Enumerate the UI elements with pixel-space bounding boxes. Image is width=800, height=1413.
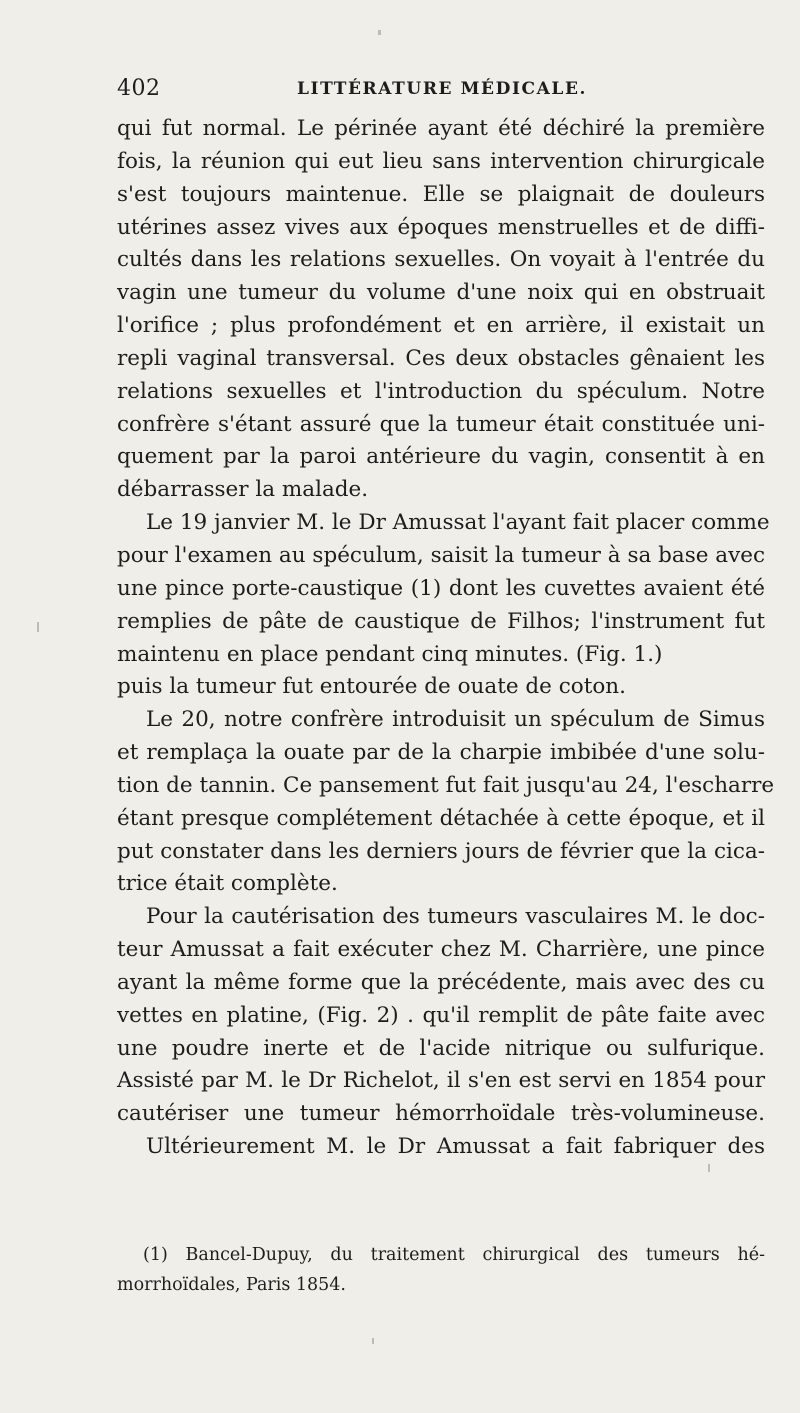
text-line: vagin une tumeur du volume d'une noix qui en obstruait: [117, 280, 765, 306]
text-line: cautériser une tumeur hémorrhoïdale très-volumineuse.: [117, 1101, 765, 1127]
text-line: qui fut normal. Le périnée ayant été déchiré la première: [117, 116, 765, 141]
text-line: teur Amussat a fait exécuter chez M. Charrière, une pince: [117, 937, 765, 963]
margin-speck: [372, 1338, 374, 1344]
text-line: pour l'examen au spéculum, saisit la tumeur à sa base avec: [117, 542, 766, 568]
margin-speck: [708, 1164, 710, 1172]
footnote-line: (1) Bancel-Dupuy, du traitement chirurgical des tumeurs hé-: [143, 1245, 765, 1265]
text-line: Le 19 janvier M. le Dr Amussat l'ayant fait placer comme: [146, 510, 770, 536]
text-line: une poudre inerte et de l'acide nitrique ou sulfurique.: [117, 1035, 765, 1061]
footnote: [117, 1240, 765, 1300]
text-line: relations sexuelles et l'introduction du spéculum. Notre: [117, 378, 765, 404]
text-line: puis la tumeur fut entourée de ouate de coton.: [117, 674, 626, 700]
footnote-line: morrhoïdales, Paris 1854.: [117, 1275, 346, 1295]
page-number: 402: [117, 76, 161, 101]
text-line: débarrasser la malade.: [117, 477, 369, 503]
text-line: fois, la réunion qui eut lieu sans intervention chirurgicale: [117, 148, 765, 174]
text-line: repli vaginal transversal. Ces deux obstacles gênaient les: [117, 345, 765, 371]
text-line: cultés dans les relations sexuelles. On voyait à l'entrée du: [117, 247, 765, 273]
text-line: quement par la paroi antérieure du vagin, consentit à en: [117, 444, 765, 470]
running-title: LITTÉRATURE MÉDICALE.: [297, 79, 588, 99]
text-line: Ultérieurement M. le Dr Amussat a fait fabriquer des: [146, 1134, 765, 1160]
text-line: l'orifice ; plus profondément et en arrière, il existait un: [117, 313, 765, 339]
text-line: une pince porte-caustique (1) dont les cuvettes avaient été: [117, 575, 765, 601]
text-line: étant presque complétement détachée à cette époque, et il: [117, 805, 765, 831]
margin-speck: [37, 622, 39, 632]
text-line: ayant la même forme que la précédente, mais avec des cu: [117, 969, 765, 995]
text-line: remplies de pâte de caustique de Filhos; l'instrument fut: [117, 608, 765, 634]
text-line: tion de tannin. Ce pansement fut fait jusqu'au 24, l'escharre: [117, 772, 775, 798]
text-line: trice était complète.: [117, 871, 338, 897]
text-line: Pour la cautérisation des tumeurs vasculaires M. le doc-: [146, 904, 765, 930]
body-text: [117, 113, 775, 1164]
text-line: s'est toujours maintenue. Elle se plaignait de douleurs: [117, 181, 765, 207]
text-line: et remplaça la ouate par de la charpie imbibée d'une solu-: [117, 740, 765, 766]
text-line: maintenu en place pendant cinq minutes. (Fig. 1.): [117, 641, 663, 667]
text-line: utérines assez vives aux époques menstruelles et de diffi-: [117, 214, 765, 240]
text-line: vettes en platine, (Fig. 2) . qu'il remplit de pâte faite avec: [117, 1002, 765, 1028]
page-header: [117, 76, 767, 106]
text-line: confrère s'étant assuré que la tumeur était constituée uni-: [117, 411, 765, 437]
margin-speck: [378, 30, 381, 35]
text-line: Le 20, notre confrère introduisit un spéculum de Simus: [146, 707, 765, 733]
text-line: put constater dans les derniers jours de février que la cica-: [117, 838, 765, 864]
text-line: Assisté par M. le Dr Richelot, il s'en est servi en 1854 pour: [117, 1068, 765, 1094]
